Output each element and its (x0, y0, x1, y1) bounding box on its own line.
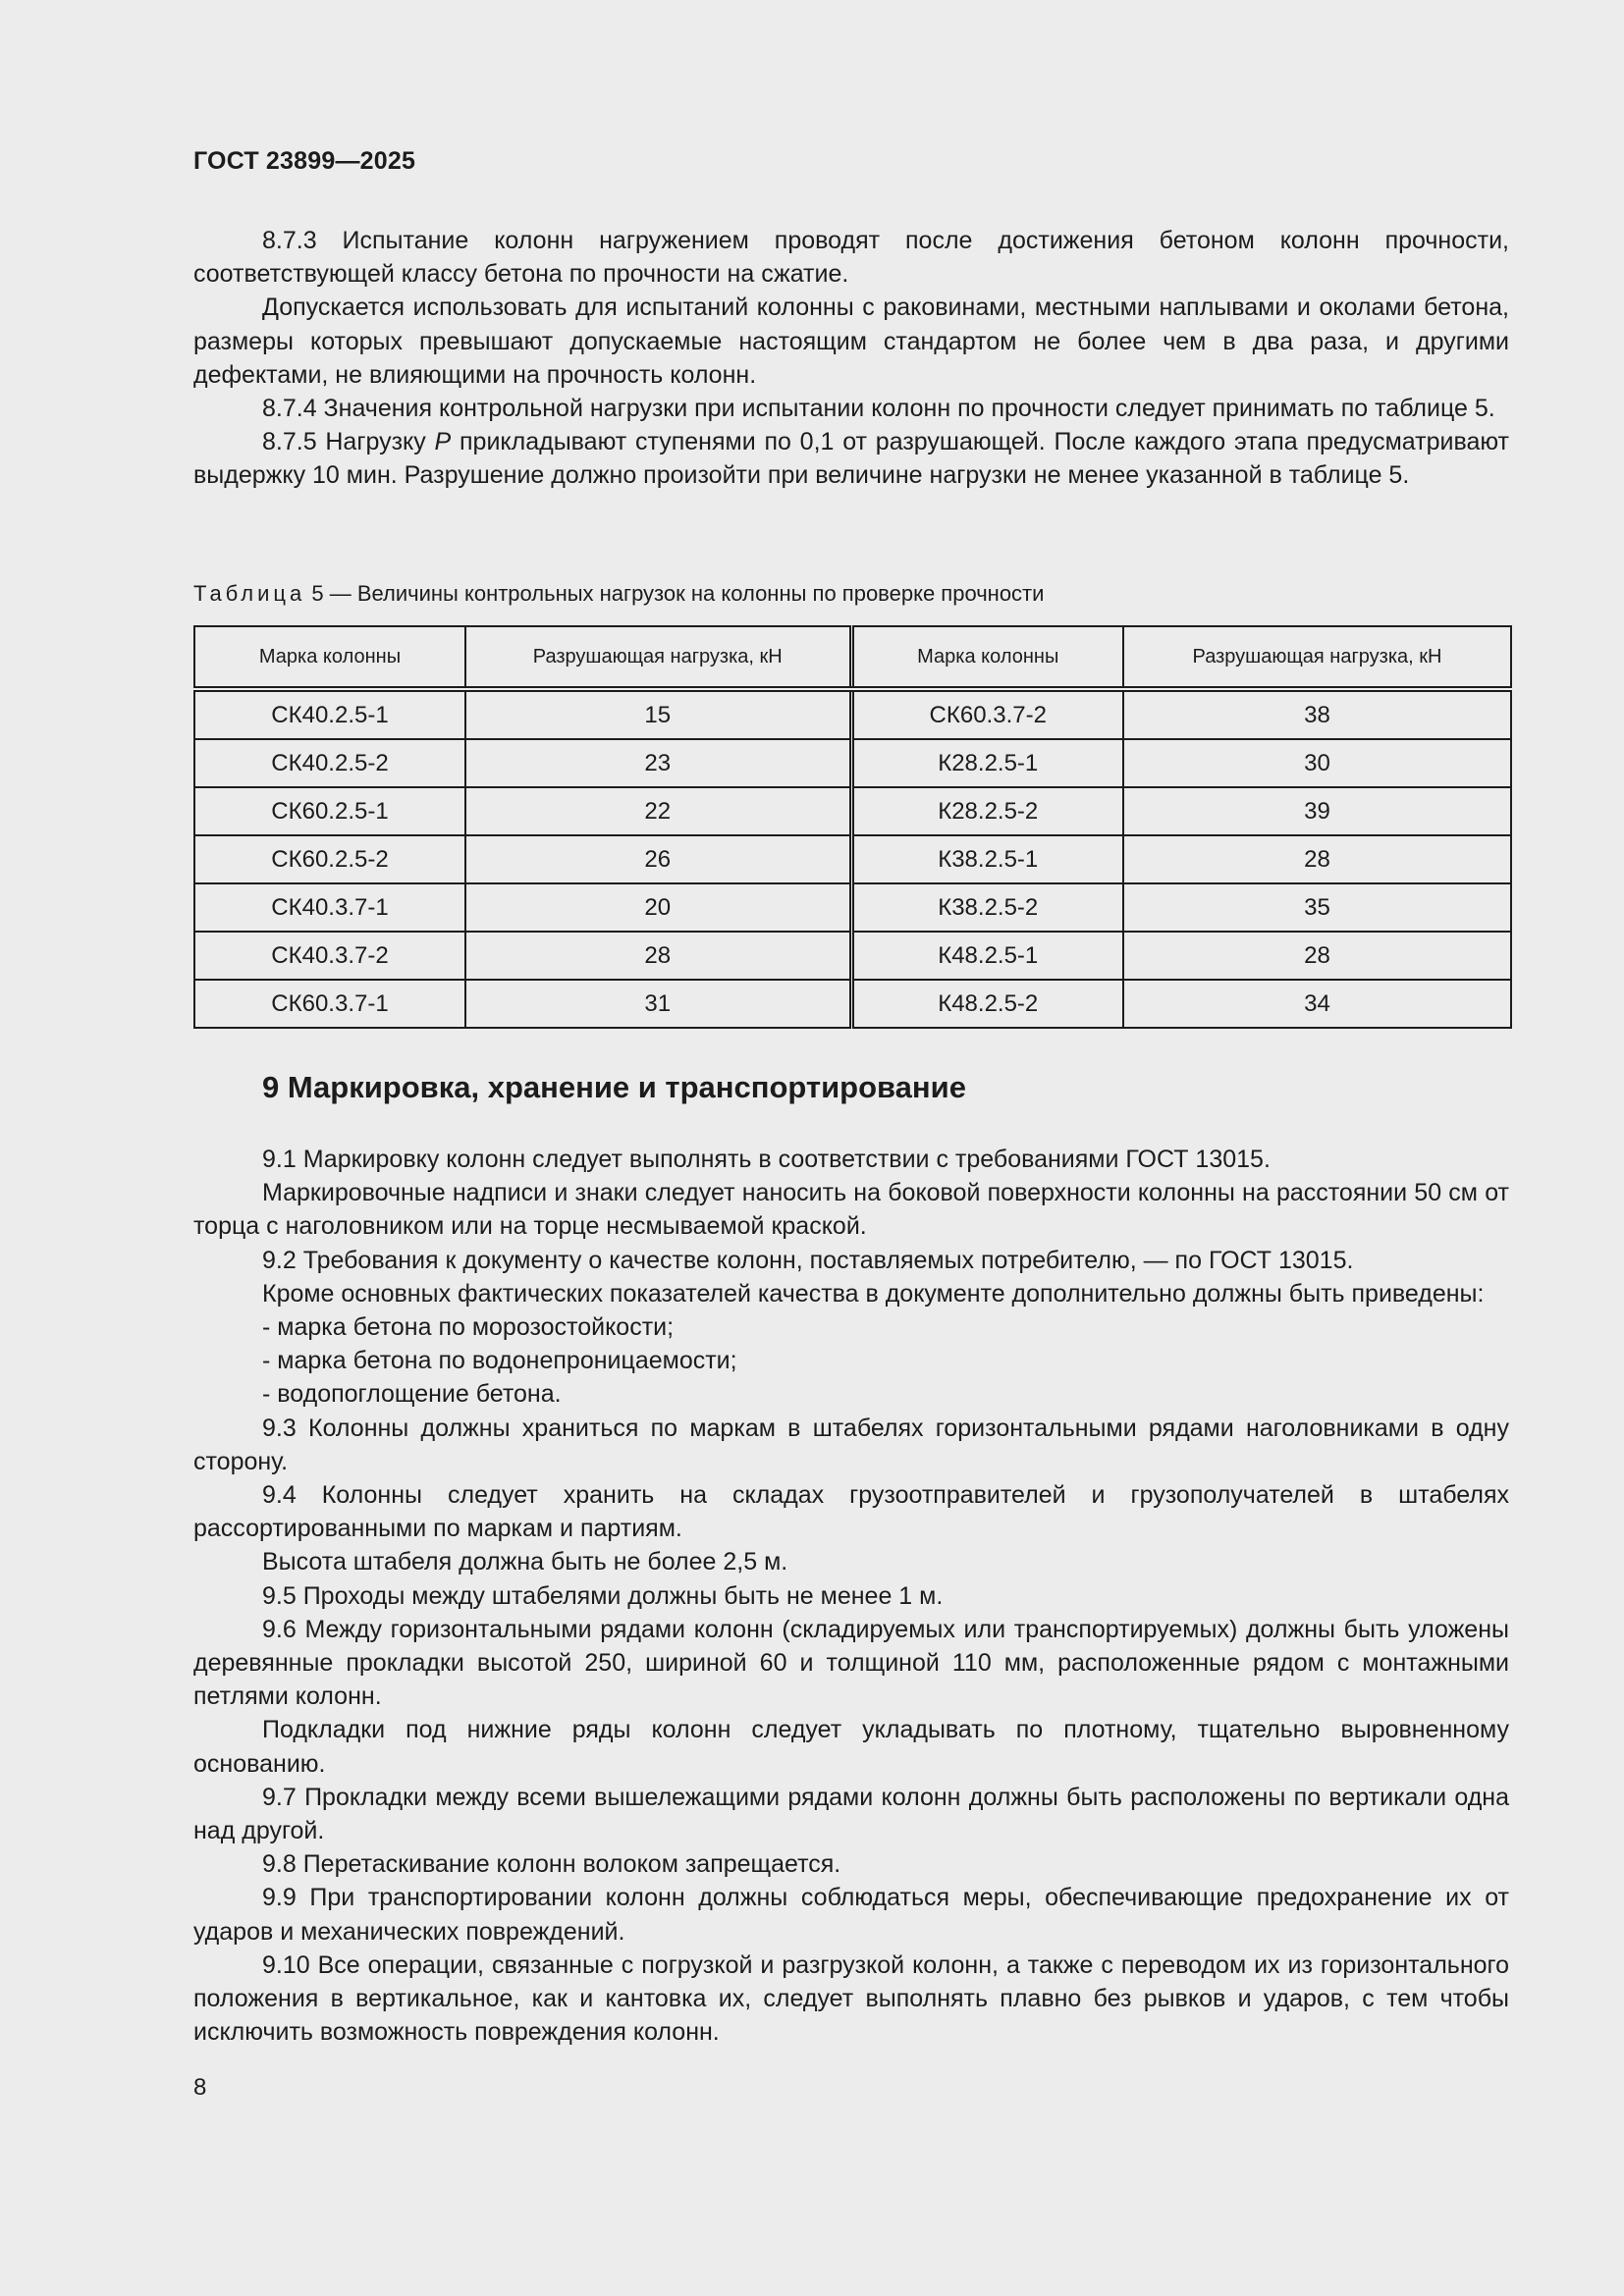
cell-breaking-load: 34 (1123, 980, 1511, 1028)
cell-column-mark: СК60.3.7-1 (194, 980, 465, 1028)
paragraph: 9.6 Между горизонтальными рядами колонн (складируемых или транспортируемых) должны быть уложены деревянные прокладки высотой 250, шириной 60 и толщиной 110 мм, расположенные рядом с монтажными петлями колонн. (193, 1615, 1509, 1711)
cell-column-mark: К28.2.5-2 (851, 787, 1123, 835)
document-code: ГОСТ 23899—2025 (193, 147, 416, 175)
table-row (194, 787, 1511, 835)
page-number: 8 (193, 2074, 207, 2101)
paragraph: 9.4 Колонны следует хранить на складах грузоотправителей и грузополучателей в штабелях рассортированными по маркам и партиям. (193, 1481, 1509, 1543)
paragraph: 9.9 При транспортировании колонн должны соблюдаться меры, обеспечивающие предохранение их от ударов и механических повреждений. (193, 1884, 1509, 1946)
table-row (194, 932, 1511, 980)
section-9-title: 9 Маркировка, хранение и транспортирование (262, 1070, 966, 1104)
cell-column-mark: СК60.2.5-2 (194, 835, 465, 883)
cell-column-mark: СК40.3.7-2 (194, 932, 465, 980)
cell-column-mark: К48.2.5-1 (851, 932, 1123, 980)
list-item: - водопоглощение бетона. (262, 1380, 562, 1409)
table-header-row (194, 626, 1511, 689)
cell-breaking-load: 28 (1123, 932, 1511, 980)
table-row (194, 739, 1511, 787)
cell-breaking-load: 35 (1123, 883, 1511, 932)
cell-breaking-load: 30 (1123, 739, 1511, 787)
paragraph: 9.7 Прокладки между всеми вышележащими рядами колонн должны быть расположены по вертикали одна над другой. (193, 1783, 1509, 1845)
cell-column-mark: К28.2.5-1 (851, 739, 1123, 787)
paragraph: 9.8 Перетаскивание колонн волоком запрещается. (262, 1850, 841, 1879)
paragraph: Кроме основных фактических показателей качества в документе дополнительно должны быть приведены: (262, 1279, 1485, 1308)
table-row (194, 835, 1511, 883)
paragraph: Допускается использовать для испытаний колонны с раковинами, местными наплывами и околами бетона, размеры которых превышают допускаемые настоящим стандартом не более чем в два раза, и другими дефектами, не влияющими на прочность колонн. (193, 294, 1509, 389)
header-breaking-load: Разрушающая нагрузка, кН (1123, 626, 1511, 689)
paragraphs-block-a (193, 224, 1509, 493)
paragraph: 8.7.4 Значения контрольной нагрузки при испытании колонн по прочности следует принимать по таблице 5. (262, 395, 1495, 423)
cell-breaking-load: 26 (465, 835, 851, 883)
paragraph: Маркировочные надписи и знаки следует наносить на боковой поверхности колонны на расстоянии 50 см от торца с наголовником или на торце несмываемой краской. (193, 1179, 1509, 1241)
header-breaking-load: Разрушающая нагрузка, кН (465, 626, 851, 689)
cell-breaking-load: 23 (465, 739, 851, 787)
cell-breaking-load: 22 (465, 787, 851, 835)
list-item: - марка бетона по водонепроницаемости; (262, 1347, 737, 1375)
paragraph: 9.2 Требования к документу о качестве колонн, поставляемых потребителю, — по ГОСТ 13015. (262, 1246, 1354, 1274)
cell-column-mark: СК60.3.7-2 (851, 689, 1123, 739)
cell-breaking-load: 28 (1123, 835, 1511, 883)
header-column-mark: Марка колонны (851, 626, 1123, 689)
paragraph: 8.7.3 Испытание колонн нагружением проводят после достижения бетоном колонн прочности, соответствующей классу бетона по прочности на сжатие. (193, 227, 1509, 289)
paragraph: Высота штабеля должна быть не более 2,5 м. (262, 1548, 788, 1576)
paragraph: 9.1 Маркировку колонн следует выполнять в соответствии с требованиями ГОСТ 13015. (262, 1146, 1271, 1173)
cell-breaking-load: 39 (1123, 787, 1511, 835)
list-item: - марка бетона по морозостойкости; (262, 1313, 675, 1342)
cell-column-mark: СК40.3.7-1 (194, 883, 465, 932)
paragraph-text: 8.7.5 Нагрузку (262, 428, 435, 456)
cell-breaking-load: 28 (465, 932, 851, 980)
cell-breaking-load: 38 (1123, 689, 1511, 739)
cell-column-mark: К48.2.5-2 (851, 980, 1123, 1028)
cell-column-mark: СК40.2.5-1 (194, 689, 465, 739)
paragraphs-block-b (193, 1143, 1509, 2049)
cell-breaking-load: 20 (465, 883, 851, 932)
paragraph: Подкладки под нижние ряды колонн следует укладывать по плотному, тщательно выровненному основанию. (193, 1716, 1509, 1778)
table-row (194, 689, 1511, 739)
table-row (194, 883, 1511, 932)
cell-column-mark: СК40.2.5-2 (194, 739, 465, 787)
paragraph: 9.10 Все операции, связанные с погрузкой и разгрузкой колонн, а также с переводом их из горизонтального положения в вертикальное, как и кантовка их, следует выполнять плавно без рывков и ударов, с тем чтобы исключить возможность повреждения колонн. (193, 1950, 1509, 2047)
table-caption-text: 5 — Величины контрольных нагрузок на колонны по проверке прочности (305, 581, 1045, 606)
table-caption-label: Таблица (193, 581, 306, 606)
cell-column-mark: К38.2.5-1 (851, 835, 1123, 883)
cell-breaking-load: 15 (465, 689, 851, 739)
table-row (194, 980, 1511, 1028)
loads-table (193, 625, 1512, 1029)
table-caption (193, 581, 1044, 607)
header-column-mark: Марка колонны (194, 626, 465, 689)
load-variable: P (434, 428, 452, 456)
cell-breaking-load: 31 (465, 980, 851, 1028)
paragraph: 9.3 Колонны должны храниться по маркам в штабелях горизонтальными рядами наголовниками в одну сторону. (193, 1414, 1509, 1475)
cell-column-mark: СК60.2.5-1 (194, 787, 465, 835)
paragraph: 9.5 Проходы между штабелями должны быть не менее 1 м. (262, 1581, 944, 1610)
paragraph-text: прикладывают ступенями по 0,1 от разрушающей. После каждого этапа предусматривают выдержку 10 мин. Разрушение должно произойти при величине нагрузки не менее указанной в таблице 5. (193, 428, 1510, 490)
cell-column-mark: К38.2.5-2 (851, 883, 1123, 932)
paragraph (193, 425, 1509, 492)
